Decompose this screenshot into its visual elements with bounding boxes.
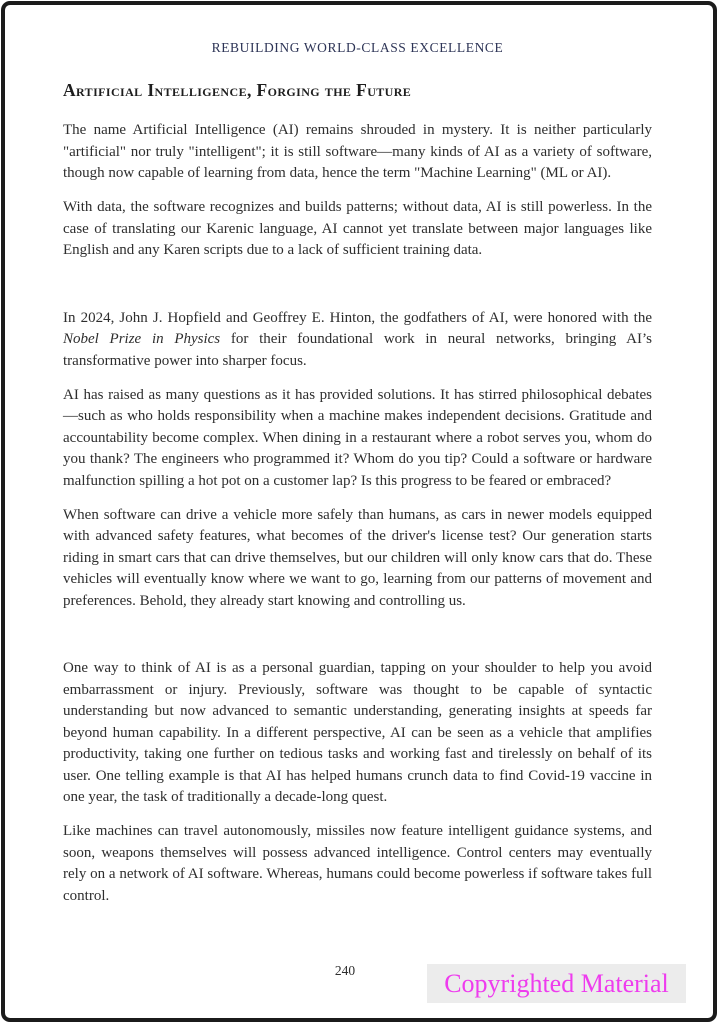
paragraph bbox=[63, 505, 652, 613]
paragraph-text: AI has raised as many questions as it has provided solutions. It has stirred philosophical debates—such as who holds responsibility when a machine makes independent decisions. Gratitude and accountability become complex. When dining in a restaurant where a robot serves you, whom do you thank? The engineers who programmed it? Whom do you tip? Could a software or hardware malfunction spilling a hot pot on a customer lap? Is this progress to be feared or embraced? bbox=[63, 386, 652, 489]
copyright-text: Copyrighted Material bbox=[444, 968, 669, 998]
paragraph-text: for their foundational work in neural networks, bringing AI’s transformative power into sharper focus. bbox=[63, 331, 652, 369]
paragraph-text: With data, the software recognizes and builds patterns; without data, AI is still powerless. In the case of translating our Karenic language, AI cannot yet translate between major languages like English and any Karen scripts due to a lack of sufficient training data. bbox=[63, 199, 652, 258]
paragraph bbox=[63, 821, 652, 907]
paragraph bbox=[63, 658, 652, 809]
running-header: REBUILDING WORLD-CLASS EXCELLENCE bbox=[211, 40, 504, 55]
paragraph bbox=[63, 197, 652, 262]
paragraph bbox=[63, 308, 652, 373]
paragraph-text: The name Artificial Intelligence (AI) remains shrouded in mystery. It is neither particularly "artificial" nor truly "intelligent"; it is still software—many kinds of AI as a variety of software, though now capable of learning from data, hence the term "Machine Learning" (ML or AI). bbox=[63, 122, 652, 181]
page-number: 240 bbox=[334, 963, 356, 978]
paragraph-text: When software can drive a vehicle more safely than humans, as cars in newer models equipped with advanced safety features, what becomes of the driver's license test? Our generation starts riding in smart cars that can drive themselves, but our children will only know cars that do. These vehicles will eventually know where we want to go, learning from our patterns of movement and preferences. Behold, they already start knowing and controlling us. bbox=[63, 506, 652, 609]
italic-text: Nobel Prize in Physics bbox=[63, 331, 221, 347]
body-text bbox=[63, 120, 652, 907]
paragraph-text: One way to think of AI is as a personal guardian, tapping on your shoulder to help you avoid embarrassment or injury. Previously, software was thought to be capable of syntactic understanding but now advanced to semantic understanding, generating insights at speeds far beyond human capability. In a different perspective, AI can be seen as a vehicle that amplifies productivity, taking one further on tedious tasks and working fast and tirelessly on behalf of its user. One telling example is that AI has helped humans crunch data to find Covid-19 vaccine in one year, the task of traditionally a decade-long quest. bbox=[63, 660, 652, 805]
paragraph bbox=[63, 120, 652, 185]
copyright-watermark bbox=[427, 964, 686, 1003]
chapter-title: Artificial Intelligence, Forging the Future bbox=[63, 80, 412, 100]
paragraph-text: Like machines can travel autonomously, missiles now feature intelligent guidance systems, and soon, weapons themselves will possess advanced intelligence. Control centers may eventually rely on a network of AI software. Whereas, humans could become powerless if software takes full control. bbox=[63, 823, 652, 904]
paragraph-text: In 2024, John J. Hopfield and Geoffrey E. Hinton, the godfathers of AI, were honored with the bbox=[63, 309, 652, 326]
paragraph bbox=[63, 385, 652, 493]
